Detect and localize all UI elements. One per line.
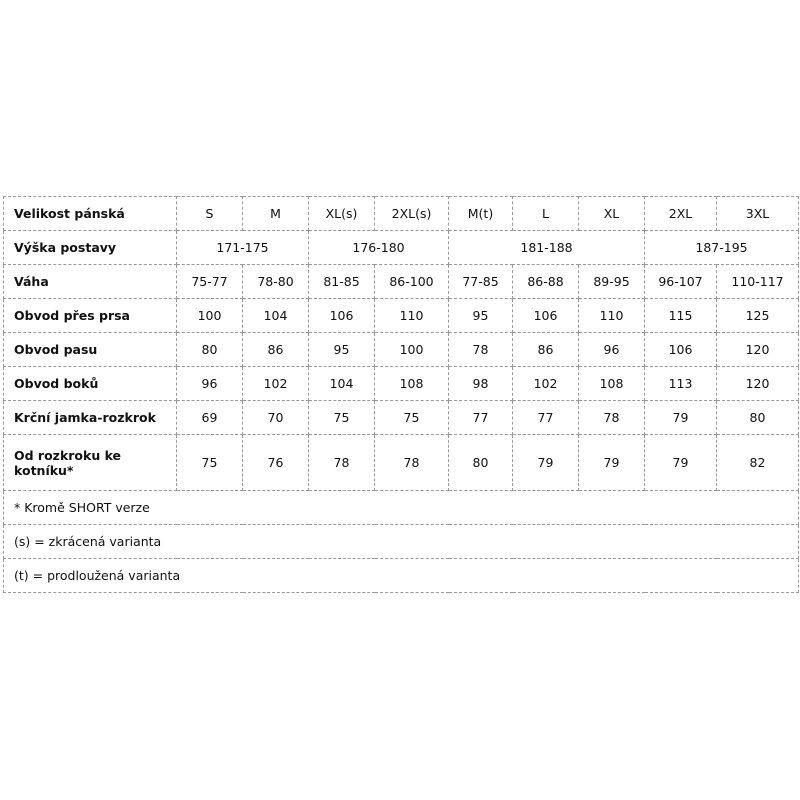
table-cell: 120 [717, 367, 799, 401]
table-cell: 106 [645, 333, 717, 367]
height-group-cell: 187-195 [645, 231, 799, 265]
table-cell: 76 [243, 435, 309, 491]
table-cell: 75 [375, 401, 449, 435]
table-cell: 106 [309, 299, 375, 333]
table-cell: 100 [177, 299, 243, 333]
height-group-cell: 176-180 [309, 231, 449, 265]
table-cell: 120 [717, 333, 799, 367]
table-cell: 80 [177, 333, 243, 367]
table-cell: 110 [375, 299, 449, 333]
table-cell: 79 [579, 435, 645, 491]
row-label: Obvod pasu [4, 333, 177, 367]
table-cell: 102 [513, 367, 579, 401]
table-cell: 95 [449, 299, 513, 333]
size-header: 3XL [717, 197, 799, 231]
table-cell: 75-77 [177, 265, 243, 299]
height-group-cell: 171-175 [177, 231, 309, 265]
table-cell: 98 [449, 367, 513, 401]
size-header: XL(s) [309, 197, 375, 231]
row-label: Váha [4, 265, 177, 299]
table-cell: 86 [513, 333, 579, 367]
table-cell: 89-95 [579, 265, 645, 299]
table-cell: 75 [309, 401, 375, 435]
table-cell: 80 [449, 435, 513, 491]
footnote-t-variant: (t) = prodloužená varianta [4, 559, 799, 593]
row-label: Od rozkroku ke kotníku* [4, 435, 177, 491]
row-label: Obvod boků [4, 367, 177, 401]
table-cell: 75 [177, 435, 243, 491]
table-cell: 95 [309, 333, 375, 367]
row-label: Výška postavy [4, 231, 177, 265]
footnote-short: * Kromě SHORT verze [4, 491, 799, 525]
table-cell: 69 [177, 401, 243, 435]
size-header: S [177, 197, 243, 231]
table-cell: 104 [243, 299, 309, 333]
note-row [4, 559, 799, 593]
table-cell: 80 [717, 401, 799, 435]
table-cell: 86-100 [375, 265, 449, 299]
table-cell: 78 [375, 435, 449, 491]
size-chart [3, 196, 798, 593]
height-group-cell: 181-188 [449, 231, 645, 265]
row-label: Obvod přes prsa [4, 299, 177, 333]
table-cell: 78 [579, 401, 645, 435]
table-cell: 108 [375, 367, 449, 401]
table-cell: 78 [309, 435, 375, 491]
row-label: Krční jamka-rozkrok [4, 401, 177, 435]
height-row [4, 231, 799, 265]
size-header: XL [579, 197, 645, 231]
table-row [4, 435, 799, 491]
table-cell: 77 [449, 401, 513, 435]
header-label: Velikost pánská [4, 197, 177, 231]
table-cell: 96 [177, 367, 243, 401]
size-table [3, 196, 799, 593]
table-cell: 78-80 [243, 265, 309, 299]
table-cell: 79 [513, 435, 579, 491]
size-header: 2XL [645, 197, 717, 231]
table-cell: 70 [243, 401, 309, 435]
size-header: L [513, 197, 579, 231]
table-cell: 96 [579, 333, 645, 367]
table-cell: 86-88 [513, 265, 579, 299]
footnote-s-variant: (s) = zkrácená varianta [4, 525, 799, 559]
table-cell: 108 [579, 367, 645, 401]
table-cell: 79 [645, 401, 717, 435]
table-cell: 113 [645, 367, 717, 401]
table-cell: 115 [645, 299, 717, 333]
table-row [4, 367, 799, 401]
table-cell: 79 [645, 435, 717, 491]
size-header: 2XL(s) [375, 197, 449, 231]
table-row [4, 401, 799, 435]
table-cell: 77-85 [449, 265, 513, 299]
table-cell: 106 [513, 299, 579, 333]
table-cell: 110 [579, 299, 645, 333]
table-cell: 100 [375, 333, 449, 367]
table-cell: 104 [309, 367, 375, 401]
note-row [4, 525, 799, 559]
size-header: M [243, 197, 309, 231]
table-cell: 78 [449, 333, 513, 367]
table-cell: 102 [243, 367, 309, 401]
table-cell: 82 [717, 435, 799, 491]
header-row [4, 197, 799, 231]
table-row [4, 333, 799, 367]
table-cell: 110-117 [717, 265, 799, 299]
table-cell: 81-85 [309, 265, 375, 299]
table-cell: 77 [513, 401, 579, 435]
table-row [4, 265, 799, 299]
table-cell: 86 [243, 333, 309, 367]
table-cell: 125 [717, 299, 799, 333]
note-row [4, 491, 799, 525]
table-cell: 96-107 [645, 265, 717, 299]
table-row [4, 299, 799, 333]
size-header: M(t) [449, 197, 513, 231]
